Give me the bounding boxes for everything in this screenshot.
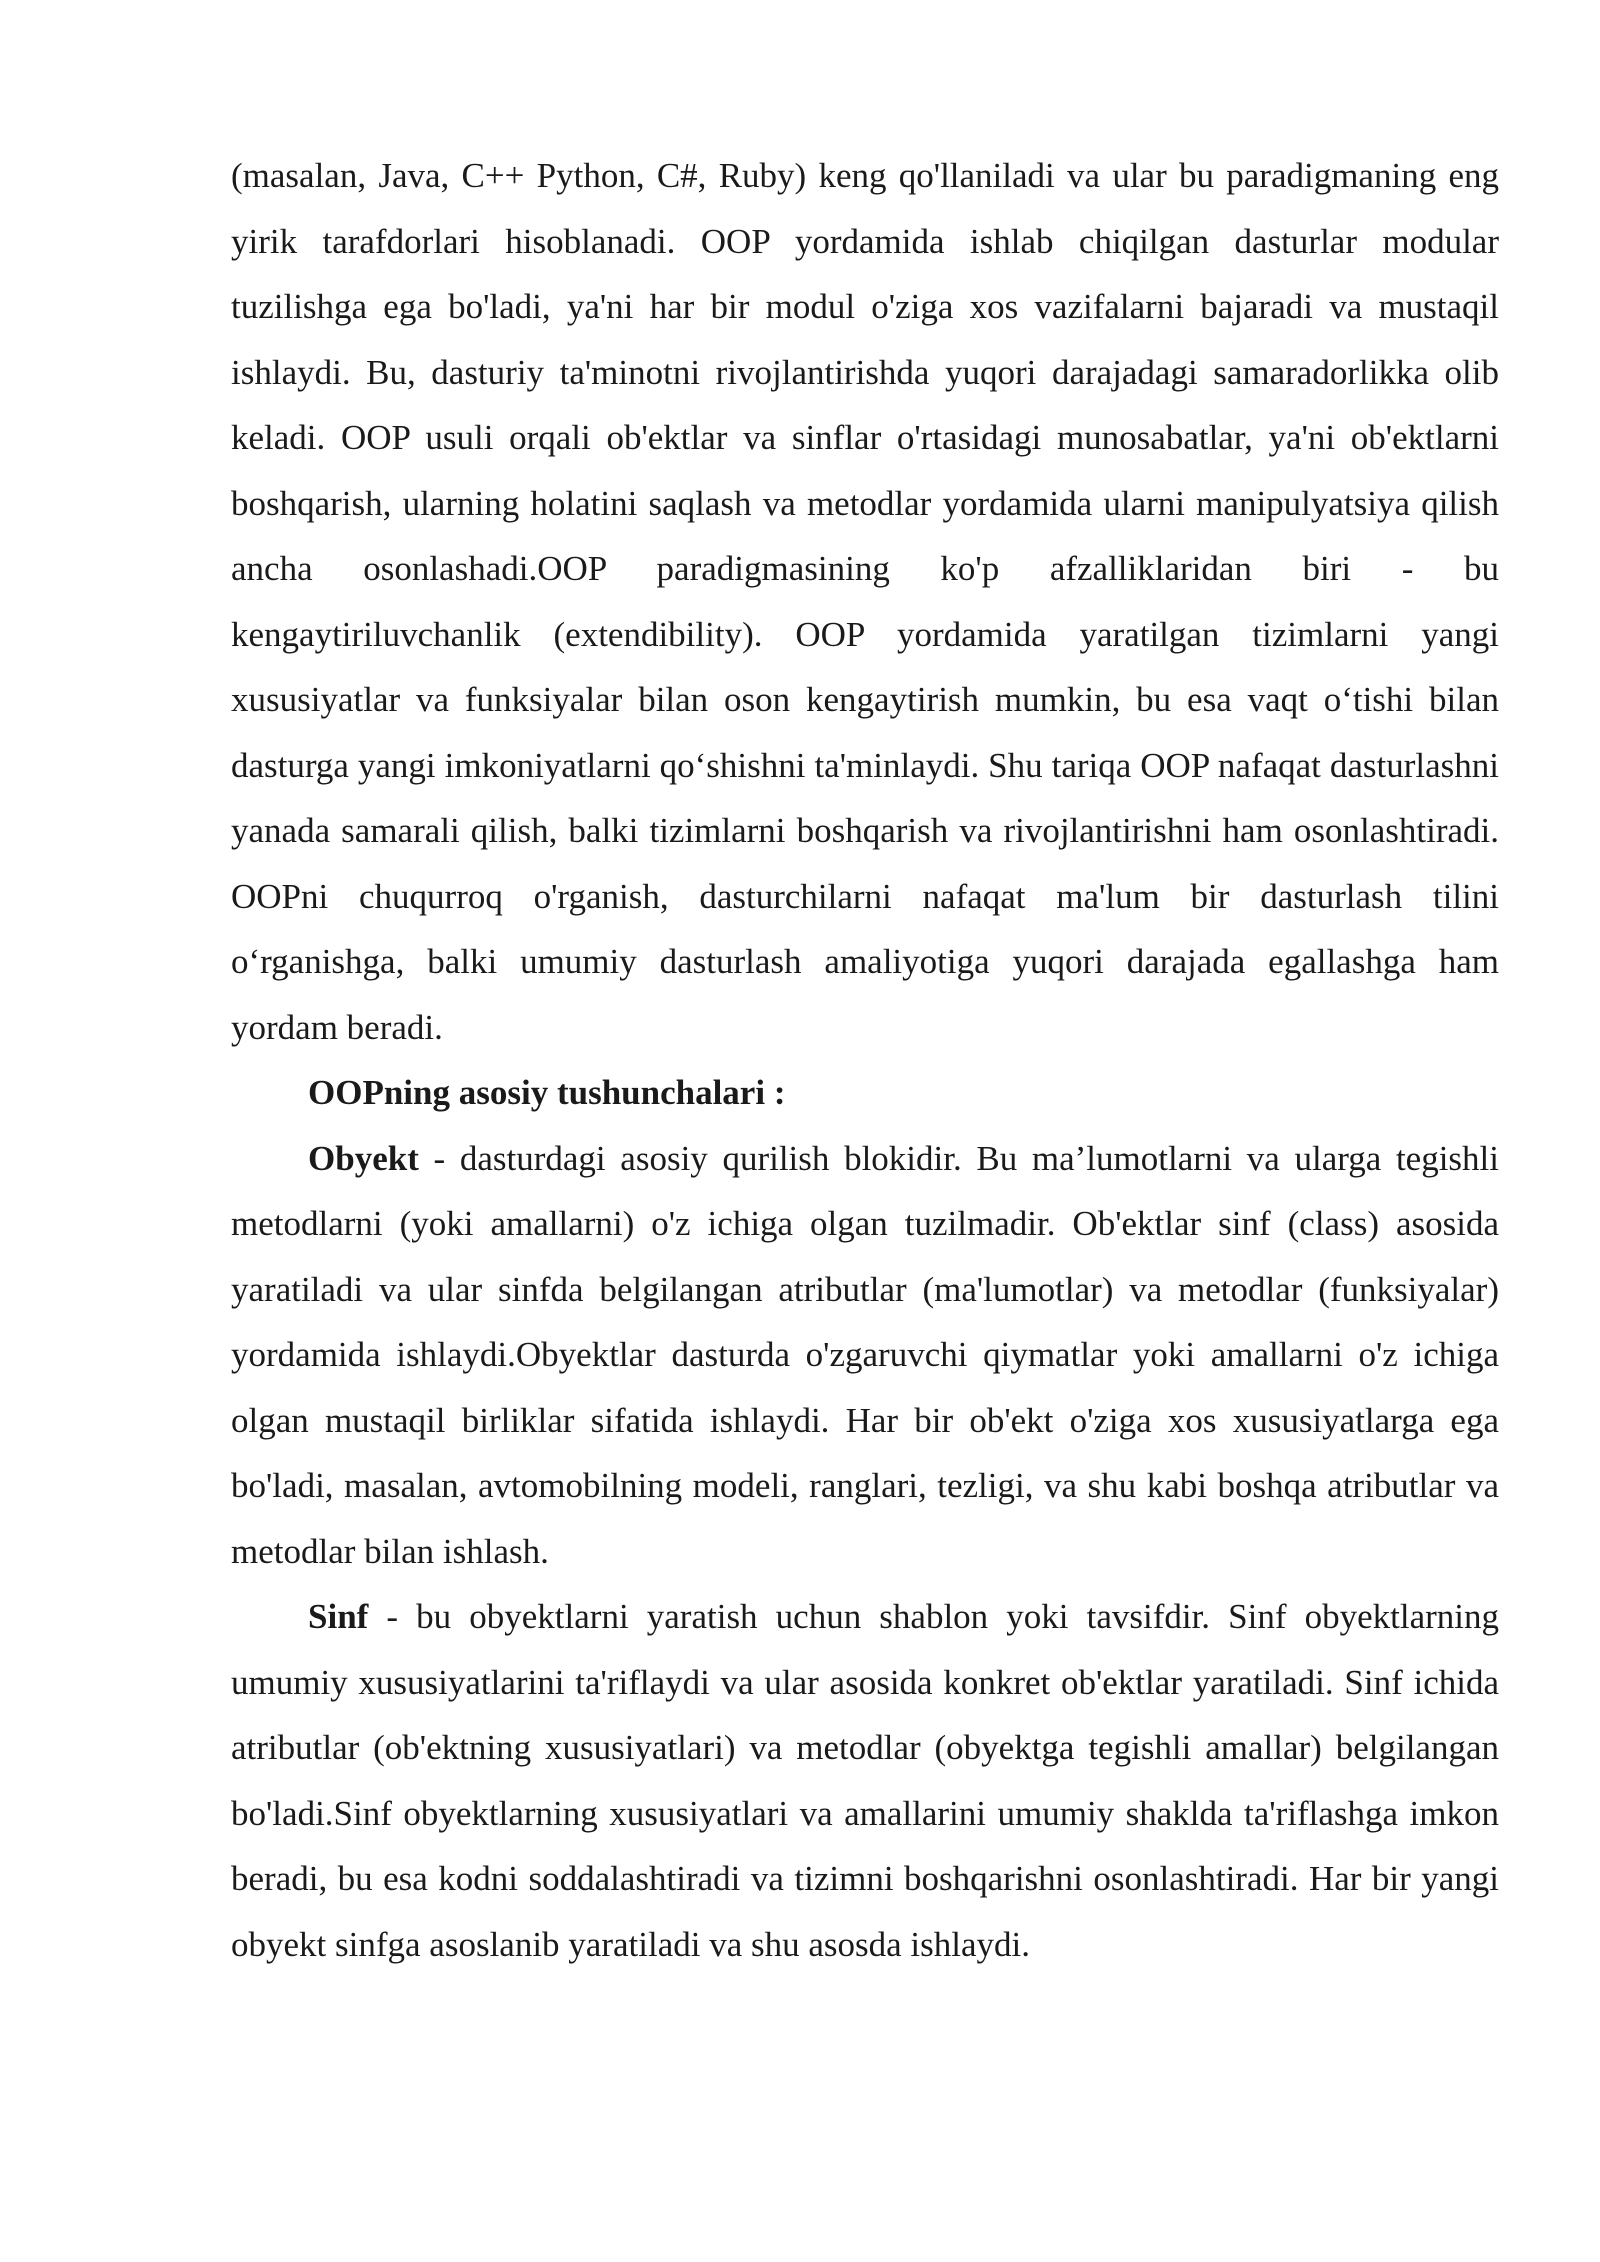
obyekt-term: Obyekt	[308, 1138, 419, 1178]
sinf-term: Sinf	[308, 1597, 369, 1636]
intro-paragraph: (masalan, Java, C++ Python, C#, Ruby) keng qo'llaniladi va ular bu paradigmaning eng yirik tarafdorlari hisoblanadi. OOP yordamida ishlab chiqilgan dasturlar modular tuzilishga ega bo'ladi, ya'ni har bir modul o'ziga xos vazifalarni bajaradi va mustaqil ishlaydi. Bu, dasturiy ta'minotni rivojlantirishda yuqori darajadagi samaradorlikka olib keladi. OOP usuli orqali ob'ektlar va sinflar o'rtasidagi munosabatlar, ya'ni ob'ektlarni boshqarish, ularning holatini saqlash va metodlar yordamida ularni manipulyatsiya qilish ancha osonlashadi.OOP paradigmasining ko'p afzalliklaridan biri - bu kengaytiriluvchanlik (extendibility). OOP yordamida yaratilgan tizimlarni yangi xususiyatlar va funksiyalar bilan oson kengaytirish mumkin, bu esa vaqt o‘tishi bilan dasturga yangi imkoniyatlarni qo‘shishni ta'minlaydi. Shu tariqa OOP nafaqat dasturlashni yanada samarali qilish, balki tizimlarni boshqarish va rivojlantirishni ham osonlashtiradi. OOPni chuqurroq o'rganish, dasturchilarni nafaqat ma'lum bir dasturlash tilini o‘rganishga, balki umumiy dasturlash amaliyotiga yuqori darajada egallashga ham yordam beradi.	[231, 156, 1499, 1047]
obyekt-paragraph	[231, 1126, 1499, 1585]
document-body	[231, 143, 1499, 1977]
sinf-definition: - bu obyektlarni yaratish uchun shablon yoki tavsifdir. Sinf obyektlarning umumiy xususiyatlarini ta'riflaydi va ular asosida konkret ob'ektlar yaratiladi. Sinf ichida atributlar (ob'ektning xususiyatlari) va metodlar (obyektga tegishli amallar) belgilangan bo'ladi.Sinf obyektlarning xususiyatlari va amallarini umumiy shaklda ta'riflashga imkon beradi, bu esa kodni soddalashtiradi va tizimni boshqarishni osonlashtiradi. Har bir yangi obyekt sinfga asoslanib yaratiladi va shu asosda ishlaydi.	[231, 1597, 1499, 1964]
sinf-paragraph	[231, 1584, 1499, 1977]
section-heading: OOPning asosiy tushunchalari :	[308, 1073, 786, 1112]
obyekt-definition: - dasturdagi asosiy qurilish blokidir. Bu ma’lumotlarni va ularga tegishli metodlarni (yoki amallarni) o'z ichiga olgan tuzilmadir. Ob'ektlar sinf (class) asosida yaratiladi va ular sinfda belgilangan atributlar (ma'lumotlar) va metodlar (funksiyalar) yordamida ishlaydi.Obyektlar dasturda o'zgaruvchi qiymatlar yoki amallarni o'z ichiga olgan mustaqil birliklar sifatida ishlaydi. Har bir ob'ekt o'ziga xos xususiyatlarga ega bo'ladi, masalan, avtomobilning modeli, ranglari, tezligi, va shu kabi boshqa atributlar va metodlar bilan ishlash.	[231, 1138, 1499, 1571]
